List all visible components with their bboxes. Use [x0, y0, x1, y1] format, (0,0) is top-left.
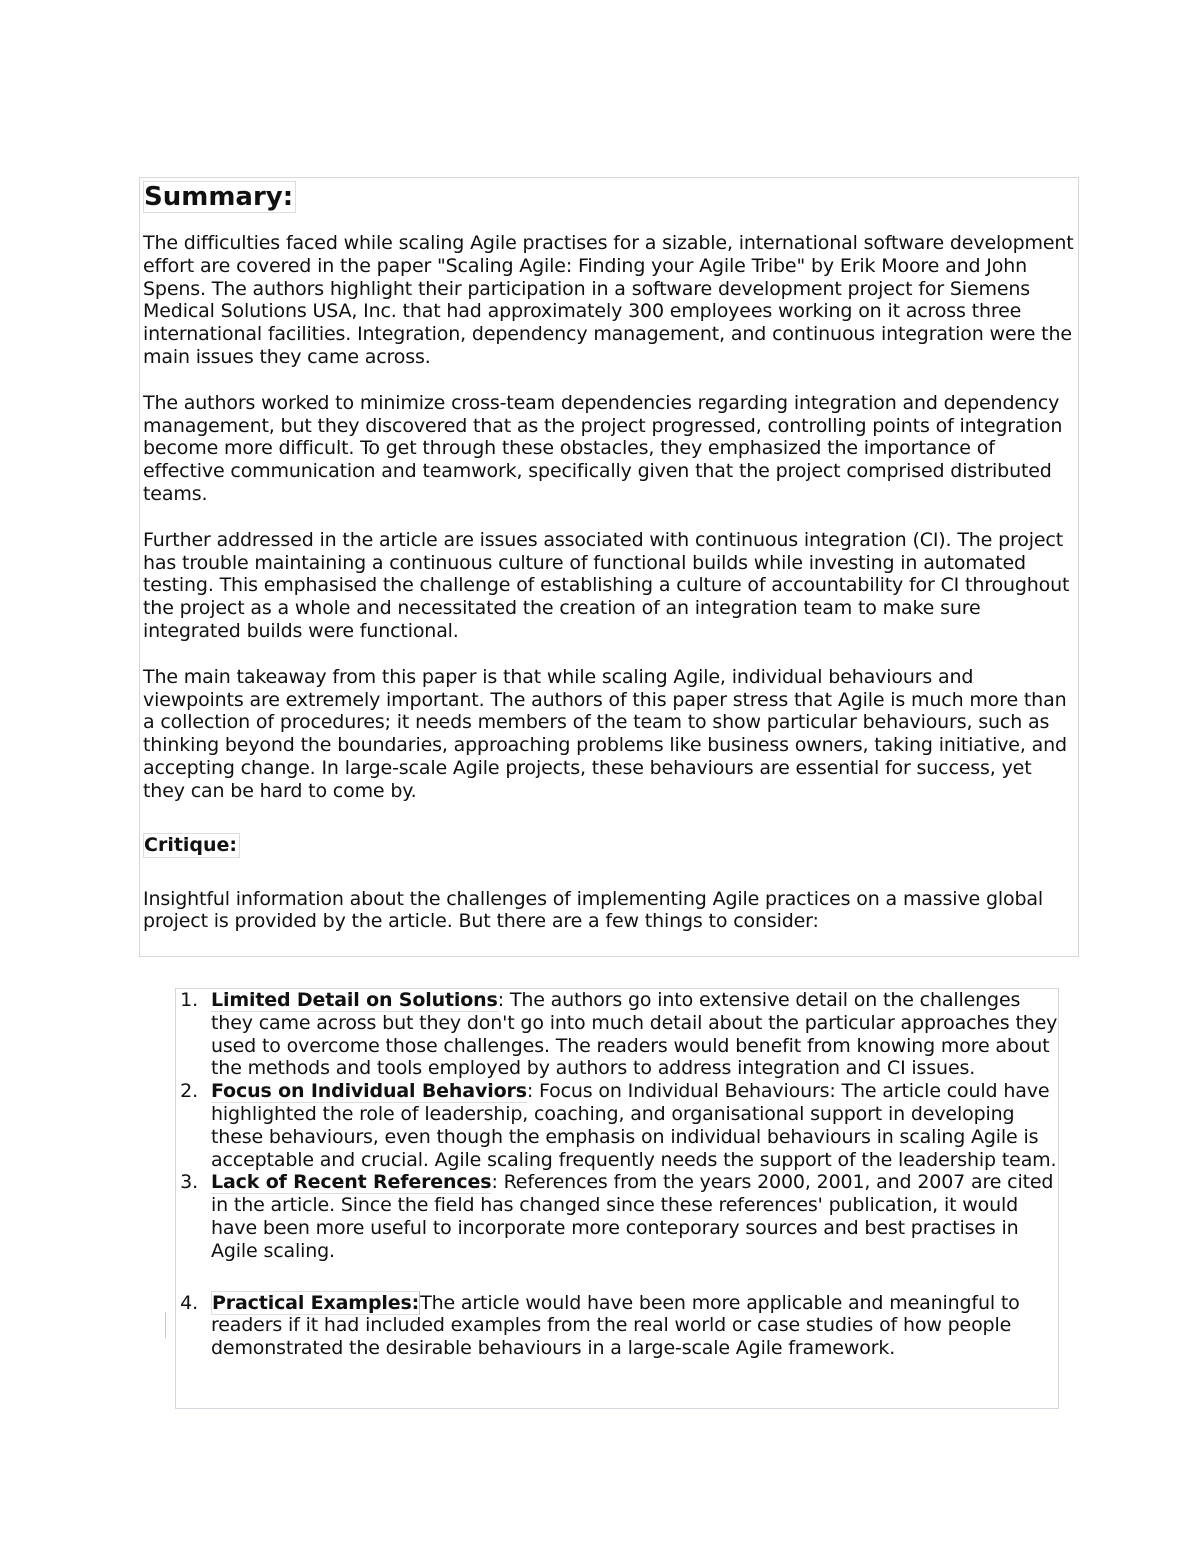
- list-item-title: Focus on Individual Behaviors: [211, 1080, 527, 1103]
- summary-paragraph-2: The authors worked to minimize cross-team dependencies regarding integration and dependency management, but they discovered that as the project progressed, controlling points of integration become more difficult. To get through these obstacles, they emphasized the importance of effective communication and teamwork, specifically given that the project comprised distributed teams.: [143, 391, 1063, 505]
- list-item: [176, 1080, 1058, 1171]
- critique-intro: Insightful information about the challenges of implementing Agile practices on a massive global project is provided by the article. But there are a few things to consider:: [143, 887, 1043, 933]
- summary-paragraph-1: The difficulties faced while scaling Agile practises for a sizable, international software development effort are covered in the paper "Scaling Agile: Finding your Agile Tribe" by Erik Moore and John Spens. The authors highlight their participation in a software development project for Siemens Medical Solutions USA, Inc. that had approximately 300 employees working on it across three international facilities. Integration, dependency management, and continuous integration were the main issues they came across.: [143, 232, 1074, 368]
- list-item-text: : Focus on Individual Behaviours: The article could have highlighted the role of leadership, coaching, and organisational support in developing these behaviours, even though the emphasis on individual behaviours in scaling Agile is acceptable and crucial. Agile scaling frequently needs the support of the leadership team.: [211, 1080, 1057, 1171]
- list-item-text: : References from the years 2000, 2001, and 2007 are cited in the article. Since the field has changed since these references' publication, it would have been more useful to incorporate more conteporary sources and best practises in Agile scaling.: [211, 1171, 1054, 1262]
- list-item-text: The article would have been more applicable and meaningful to readers if it had included examples from the real world or case studies of how people demonstrated the desirable behaviours in a large-scale Agile framework.: [211, 1291, 1020, 1360]
- list-item-number: 1.: [180, 989, 198, 1011]
- list-item-title: Practical Examples:: [212, 1291, 420, 1314]
- summary-paragraph-4: The main takeaway from this paper is that while scaling Agile, individual behaviours and viewpoints are extremely important. The authors of this paper stress that Agile is much more than a collection of procedures; it needs members of the team to show particular behaviours, such as thinking beyond the boundaries, approaching problems like business owners, taking initiative, and accepting change. In large-scale Agile projects, these behaviours are essential for success, yet they can be hard to come by.: [143, 665, 1067, 802]
- list-item-text: : The authors go into extensive detail on the challenges they came across but they don't go into much detail about the particular approaches they used to overcome those challenges. The readers would benefit from knowing more about the methods and tools employed by authors to address integration and CI issues.: [211, 989, 1058, 1080]
- critique-heading: Critique:: [143, 833, 240, 858]
- critique-list-box[interactable]: [175, 988, 1059, 1409]
- summary-heading: Summary:: [143, 181, 296, 213]
- summary-paragraph-3: Further addressed in the article are issues associated with continuous integration (CI). The project has trouble maintaining a continuous culture of functional builds while investing in automated testing. This emphasised the challenge of establishing a culture of accountability for CI throughout the project as a whole and necessitated the creation of an integration team to make sure integrated builds were functional.: [143, 528, 1070, 642]
- list-item: [176, 1292, 1058, 1360]
- text-cursor-marker: [165, 1312, 166, 1338]
- list-item-title: Limited Detail on Solutions: [211, 989, 498, 1011]
- list-item: [176, 989, 1058, 1080]
- summary-text-box[interactable]: [139, 177, 1079, 957]
- list-item-number: 4.: [180, 1291, 198, 1314]
- list-item-number: 2.: [180, 1080, 198, 1103]
- list-item-title: Lack of Recent References: [211, 1171, 492, 1194]
- list-item: [176, 1171, 1058, 1262]
- critique-list: [176, 989, 1058, 1360]
- list-item-number: 3.: [180, 1171, 198, 1194]
